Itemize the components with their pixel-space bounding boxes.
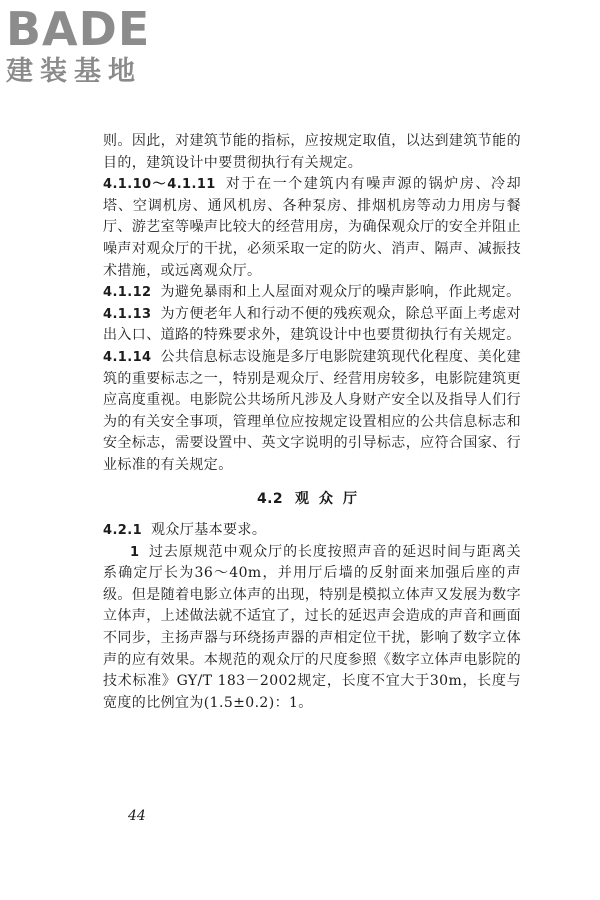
clause-number: 4.1.12 xyxy=(103,285,152,301)
clause-text: 公共信息标志设施是多厅电影院建筑现代化程度、美化建筑的重要标志之一，特别是观众厅、经营用房较多，电影院建筑更应高度重视。电影院公共场所凡涉及人身财产安全以及指导人们行为的有关安全事项，管理单位应按规定设置相应的公共信息标志和安全标志，需要设置中、英文字说明的引导标志，应符合国家、行业标准的有关规定。 xyxy=(103,348,521,473)
clause-number: 4.1.13 xyxy=(103,306,152,322)
clause-text: 观众厅基本要求。 xyxy=(151,522,267,539)
paragraph xyxy=(103,131,521,174)
section-title: 观众厅 xyxy=(295,490,367,507)
list-item-paragraph xyxy=(103,542,521,715)
clause-number: 4.1.14 xyxy=(103,349,152,365)
section-number: 4.2 xyxy=(256,490,283,507)
clause-number: 4.1.10～4.1.11 xyxy=(103,177,216,193)
logo-text: BADE xyxy=(6,2,151,56)
logo-subtitle: 建装基地 xyxy=(6,56,142,87)
clause-paragraph xyxy=(103,282,521,304)
item-text: 过去原规范中观众厅的长度按照声音的延迟时间与距离关系确定厅长为36～40m，并用厅后墙的反射面来加强后座的声级。但是随着电影立体声的出现，特别是模拟立体声又发展为数字立体声，上述做法就不适宜了，过长的延迟声会造成的声音和画面不同步，主扬声器与环绕扬声器的声相定位干扰，影响了数字立体声的应有效果。本规范的观众厅的尺度参照《数字立体声电影院的技术标准》GY/T 183－2002规定，长度不宜大于30m，长度与宽度的比例宜为(1.5±0.2)：1。 xyxy=(103,543,521,711)
clause-text: 为方便老年人和行动不便的残疾观众，除总平面上考虑对出入口、道路的特殊要求外，建筑设计中也要贯彻执行有关规定。 xyxy=(103,305,521,344)
clause-paragraph xyxy=(103,174,521,282)
clause-paragraph xyxy=(103,304,521,347)
clause-paragraph xyxy=(103,347,521,477)
clause-paragraph xyxy=(103,520,521,542)
paragraph-text: 则。因此，对建筑节能的指标，应按规定取值，以达到建筑节能的目的，建筑设计中要贯彻执行有关规定。 xyxy=(103,133,521,171)
page-number: 44 xyxy=(128,808,146,824)
clause-text: 对于在一个建筑内有噪声源的锅炉房、冷却塔、空调机房、通风机房、各种泵房、排烟机房等动力用房与餐厅、游艺室等噪声比较大的经营用房，为确保观众厅的安全并阻止噪声对观众厅的干扰，必须采取一定的防火、消声、隔声、减振技术措施，或远离观众厅。 xyxy=(103,176,521,279)
logo xyxy=(6,4,150,88)
item-number: 1 xyxy=(130,544,140,560)
clause-number: 4.2.1 xyxy=(103,523,143,539)
clause-text: 为避免暴雨和上人屋面对观众厅的噪声影响，作此规定。 xyxy=(160,284,521,301)
document-body xyxy=(103,131,521,714)
section-heading xyxy=(103,489,521,511)
